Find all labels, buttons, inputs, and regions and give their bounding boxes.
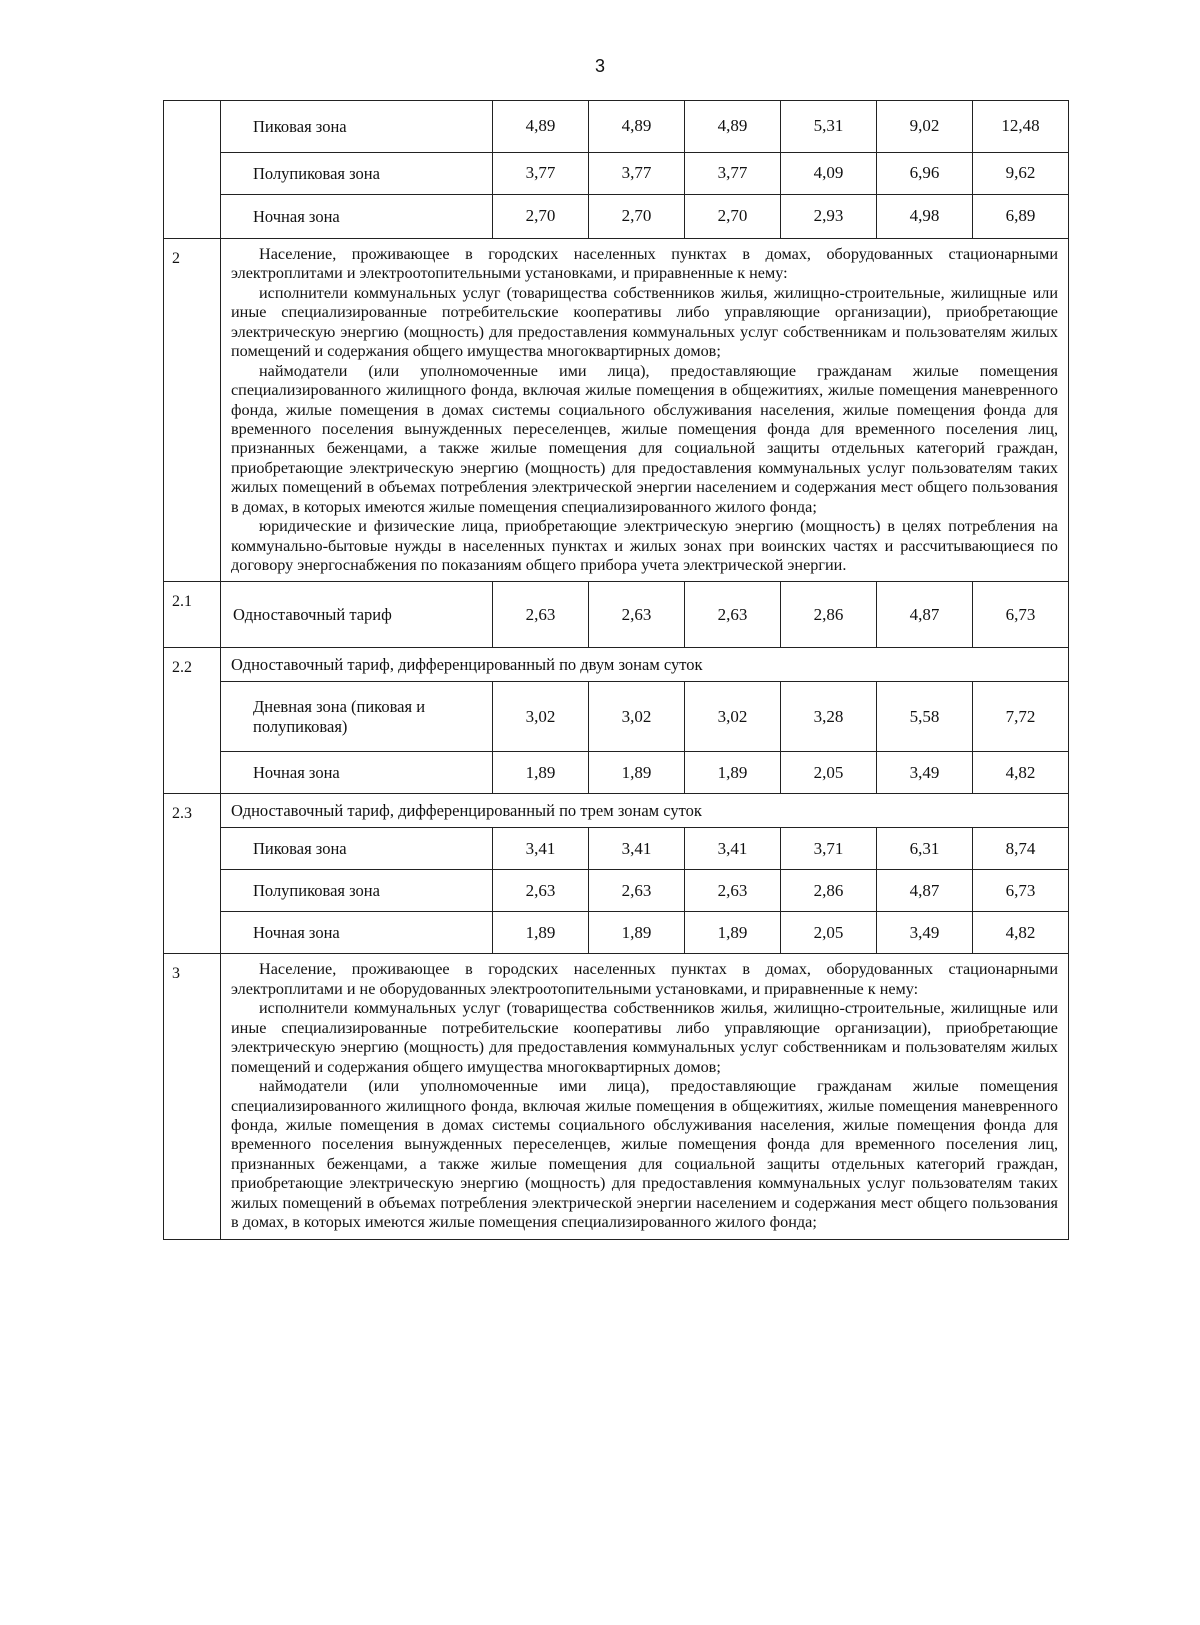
tariff-value: 3,77 — [493, 153, 589, 195]
tariff-value: 2,93 — [781, 195, 877, 239]
section-number: 2.1 — [164, 582, 221, 648]
tariff-value: 4,89 — [685, 101, 781, 153]
table-row — [164, 912, 1069, 954]
tariff-value: 4,82 — [973, 912, 1069, 954]
zone-label: Ночная зона — [221, 912, 493, 954]
tariff-value: 5,58 — [877, 682, 973, 752]
tariff-value: 2,63 — [589, 870, 685, 912]
tariff-value: 4,87 — [877, 870, 973, 912]
tariff-header: Одноставочный тариф, дифференцированный по двум зонам суток — [221, 648, 1069, 682]
section-number: 2 — [164, 239, 221, 582]
tariff-value: 2,70 — [589, 195, 685, 239]
section-number: 2.3 — [164, 794, 221, 954]
tariff-label: Одноставочный тариф — [221, 582, 493, 648]
zone-label: Пиковая зона — [221, 828, 493, 870]
tariff-value: 2,86 — [781, 582, 877, 648]
tariff-value: 6,31 — [877, 828, 973, 870]
tariff-value: 1,89 — [589, 912, 685, 954]
table-row — [164, 648, 1069, 682]
tariff-value: 4,82 — [973, 752, 1069, 794]
tariff-value: 3,41 — [589, 828, 685, 870]
tariff-value: 7,72 — [973, 682, 1069, 752]
section-number: 3 — [164, 954, 221, 1239]
table-row — [164, 195, 1069, 239]
tariff-value: 5,31 — [781, 101, 877, 153]
tariff-value: 8,74 — [973, 828, 1069, 870]
table-row — [164, 794, 1069, 828]
zone-label: Полупиковая зона — [221, 153, 493, 195]
row-number-cell — [164, 101, 221, 239]
tariff-header: Одноставочный тариф, дифференцированный по трем зонам суток — [221, 794, 1069, 828]
paragraph: исполнители коммунальных услуг (товарищества собственников жилья, жилищно-строительные, жилищные или иные специализированные потребительские кооперативы либо управляющие организации), приобретающие электрическую энергию (мощность) для предоставления коммунальных услуг собственникам и пользователям жилых помещений и содержания общего имущества многоквартирных домов; — [231, 999, 1058, 1076]
table-row — [164, 153, 1069, 195]
tariff-value: 2,05 — [781, 912, 877, 954]
tariff-value: 4,87 — [877, 582, 973, 648]
paragraph: юридические и физические лица, приобретающие электрическую энергию (мощность) в целях потребления на коммунально-бытовые нужды в населенных пунктах и жилых зонах при воинских частях и рассчитывающиеся по договору энергоснабжения по показаниям общего прибора учета электрической энергии. — [231, 517, 1058, 574]
tariff-value: 1,89 — [685, 912, 781, 954]
paragraph: исполнители коммунальных услуг (товарищества собственников жилья, жилищно-строительные, жилищные или иные специализированные потребительские кооперативы либо управляющие организации), приобретающие электрическую энергию (мощность) для предоставления коммунальных услуг собственникам и пользователям жилых помещений и содержания общего имущества многоквартирных домов; — [231, 283, 1058, 361]
tariff-value: 6,89 — [973, 195, 1069, 239]
tariff-value: 3,49 — [877, 912, 973, 954]
tariff-value: 3,77 — [589, 153, 685, 195]
tariff-value: 2,63 — [685, 870, 781, 912]
paragraph: наймодатели (или уполномоченные ими лица), предоставляющие гражданам жилые помещения специализированного жилищного фонда, включая жилые помещения в общежитиях, жилые помещения маневренного фонда, жилые помещения в домах системы социального обслуживания населения, жилые помещения фонда для временного поселения вынужденных переселенцев, жилые помещения фонда для временного поселения лиц, признанных беженцами, а также жилые помещения для социальной защиты отдельных категорий граждан, приобретающие электрическую энергию (мощность) для предоставления коммунальных услуг пользователям таких жилых помещений в объемах потребления электрической энергии населением и содержания мест общего пользования в домах, в которых имеются жилые помещения специализированного жилого фонда; — [231, 361, 1058, 516]
table-row — [164, 682, 1069, 752]
section-text — [221, 239, 1069, 582]
tariff-value: 2,63 — [493, 870, 589, 912]
tariff-value: 3,41 — [493, 828, 589, 870]
tariff-value: 12,48 — [973, 101, 1069, 153]
tariff-value: 2,63 — [685, 582, 781, 648]
tariff-value: 4,89 — [589, 101, 685, 153]
tariff-value: 3,02 — [685, 682, 781, 752]
section-text — [221, 954, 1069, 1239]
table-row — [164, 828, 1069, 870]
tariff-value: 6,96 — [877, 153, 973, 195]
tariff-value: 6,73 — [973, 582, 1069, 648]
tariff-value: 1,89 — [493, 752, 589, 794]
table-row — [164, 870, 1069, 912]
section-row — [164, 954, 1069, 1239]
tariff-value: 2,63 — [493, 582, 589, 648]
zone-label: Ночная зона — [221, 195, 493, 239]
tariff-value: 9,02 — [877, 101, 973, 153]
tariff-value: 3,41 — [685, 828, 781, 870]
tariff-value: 3,77 — [685, 153, 781, 195]
tariff-value: 1,89 — [493, 912, 589, 954]
table-row — [164, 752, 1069, 794]
tariff-value: 1,89 — [685, 752, 781, 794]
table-row — [164, 101, 1069, 153]
tariff-value: 2,70 — [685, 195, 781, 239]
tariff-value: 4,98 — [877, 195, 973, 239]
tariff-value: 3,28 — [781, 682, 877, 752]
tariff-value: 2,63 — [589, 582, 685, 648]
section-row — [164, 239, 1069, 582]
tariff-value: 6,73 — [973, 870, 1069, 912]
tariff-value: 2,70 — [493, 195, 589, 239]
zone-label: Дневная зона (пиковая и полупиковая) — [221, 682, 493, 752]
zone-label: Пиковая зона — [221, 101, 493, 153]
tariff-value: 3,02 — [589, 682, 685, 752]
tariff-value: 3,02 — [493, 682, 589, 752]
paragraph: Население, проживающее в городских населенных пунктах в домах, оборудованных стационарными электроплитами и электроотопительными установками, и приравненные к нему: — [231, 245, 1058, 283]
tariff-table — [163, 100, 1069, 1240]
tariff-value: 4,09 — [781, 153, 877, 195]
section-number: 2.2 — [164, 648, 221, 794]
page-number: 3 — [594, 56, 605, 76]
zone-label: Ночная зона — [221, 752, 493, 794]
zone-label: Полупиковая зона — [221, 870, 493, 912]
tariff-value: 9,62 — [973, 153, 1069, 195]
tariff-value: 2,05 — [781, 752, 877, 794]
table-row — [164, 582, 1069, 648]
paragraph: наймодатели (или уполномоченные ими лица), предоставляющие гражданам жилые помещения специализированного жилищного фонда, включая жилые помещения в общежитиях, жилые помещения маневренного фонда, жилые помещения в домах системы социального обслуживания населения, жилые помещения фонда для временного поселения вынужденных переселенцев, жилые помещения фонда для временного поселения лиц, признанных беженцами, а также жилые помещения для социальной защиты отдельных категорий граждан, приобретающие электрическую энергию (мощность) для предоставления коммунальных услуг пользователям таких жилых помещений в объемах потребления электрической энергии населением и содержания мест общего пользования в домах, в которых имеются жилые помещения специализированного жилого фонда; — [231, 1077, 1058, 1232]
tariff-value: 1,89 — [589, 752, 685, 794]
tariff-value: 3,71 — [781, 828, 877, 870]
tariff-value: 2,86 — [781, 870, 877, 912]
paragraph: Население, проживающее в городских населенных пунктах в домах, оборудованных стационарными электроплитами и не оборудованных электроотопительными установками, и приравненные к нему: — [231, 960, 1058, 998]
tariff-value: 4,89 — [493, 101, 589, 153]
tariff-value: 3,49 — [877, 752, 973, 794]
